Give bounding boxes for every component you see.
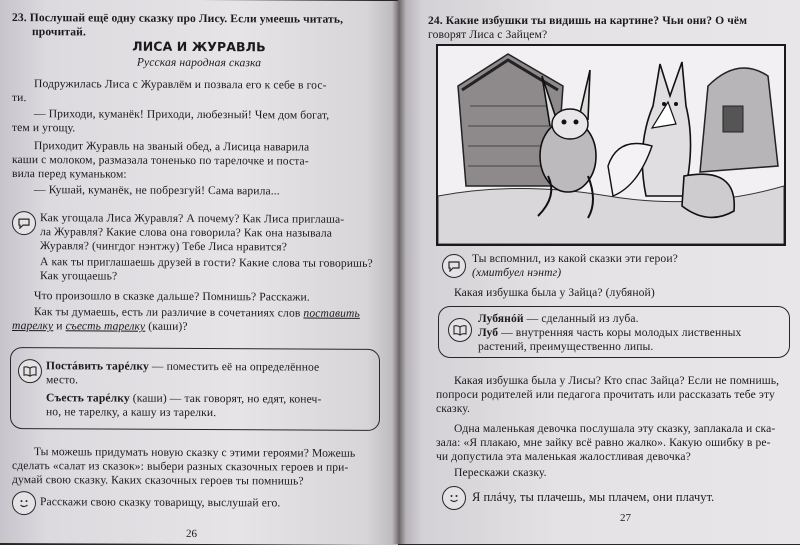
- paragraph: чи допустила эта маленькая жалостливая девочка?: [436, 450, 691, 463]
- paragraph: — Приходи, куманёк! Приходи, любезный! Чем дом богат,: [34, 107, 330, 122]
- paragraph: Какая избушка была у Лисы? Кто спас Зайца? Если не помнишь,: [454, 374, 780, 387]
- paragraph: думай свою сказку. Каких сказочных героев ты помнишь?: [12, 473, 304, 488]
- speech-bubble-icon-shape: [17, 217, 31, 229]
- question: Как угощала Лиса Журавля? А почему? Как Лиса приглаша-: [40, 211, 345, 226]
- story-subtitle: Русская народная сказка: [136, 55, 262, 70]
- book-gutter: [392, 0, 406, 544]
- conjugation-line: Я плáчу, ты плачешь, мы плачем, они плачут.: [472, 490, 715, 504]
- book-icon: [18, 359, 42, 383]
- question: Как угощаешь?: [40, 269, 118, 283]
- paragraph: Подружилась Лиса с Журавлём и позвала его к себе в гос-: [34, 77, 327, 92]
- paragraph: Расскажи свою сказку товарищу, выслушай его.: [40, 495, 281, 510]
- paragraph: сделать «салат из сказок»: выбери разных сказочных героев и при-: [12, 459, 349, 474]
- question: (хмитбуел нэнтг): [472, 266, 562, 279]
- question: Ты вспомнил, из какой сказки эти герои?: [472, 252, 678, 265]
- paragraph: сказку.: [436, 402, 471, 415]
- page-number: 27: [620, 512, 631, 524]
- paragraph: Приходит Журавль на званый обед, а Лисица наварила: [34, 139, 310, 154]
- question: Как ты думаешь, есть ли различие в сочетаниях слов поставить: [34, 305, 360, 320]
- left-page: [0, 0, 398, 545]
- paragraph: тем и угощу.: [12, 121, 76, 135]
- definition: Постáвить тарéлку — поместить её на определённое: [46, 359, 320, 374]
- definition: Луб — внутренняя часть коры молодых лиственных: [478, 326, 742, 339]
- book-icon-shape: [23, 365, 37, 377]
- paragraph: Перескажи сказку.: [454, 466, 547, 479]
- exercise-23-heading-cont: прочитай.: [32, 25, 86, 39]
- paragraph: Одна маленькая девочка послушала эту сказку, заплакала и ска-: [454, 422, 776, 435]
- question: тарелку и съесть тарелку (каши)?: [12, 319, 188, 333]
- speech-bubble-icon: [12, 211, 36, 235]
- definition: растений, преимущественно липы.: [478, 340, 654, 353]
- exercise-23-heading: 23. Послушай ещё одну сказку про Лису. Если умеешь читать,: [12, 11, 344, 26]
- paragraph: — Кушай, куманёк, не побрезгуй! Сама варила...: [34, 183, 280, 198]
- story-title: ЛИСА И ЖУРАВЛЬ: [132, 38, 266, 55]
- illustration-fox-and-hare: [436, 44, 786, 246]
- definition: Съесть тарéлку (каши) — так говорят, но едят, конеч-: [46, 391, 322, 406]
- question: ла Журавля? Какие слова она говорила? Как она называла: [40, 225, 332, 240]
- paragraph: каши с молоком, размазала тоненько по тарелочке и поста-: [12, 153, 309, 168]
- exercise-24-heading: 24. Какие избушки ты видишь на картине? Чьи они? О чём: [428, 14, 748, 27]
- paragraph: попроси родителей или педагога прочитать или рассказать тебе эту: [436, 388, 775, 401]
- paragraph: вила перед куманьком:: [12, 167, 127, 181]
- definition: но, не тарелку, а кашу из тарелки.: [46, 405, 217, 420]
- face-icon: [12, 491, 36, 515]
- page-number: 26: [186, 527, 197, 540]
- paragraph: ти.: [12, 91, 27, 105]
- definition: место.: [46, 373, 79, 387]
- question: Какая избушка была у Зайца? (лубяной): [454, 286, 655, 299]
- question: А как ты приглашаешь друзей в гости? Какие слова ты говоришь?: [40, 255, 373, 270]
- paragraph: Ты можешь придумать новую сказку с этими героями? Можешь: [34, 445, 356, 460]
- question: Журавля? (чингдог нэнтжу) Тебе Лиса нравится?: [40, 239, 287, 254]
- question: Что произошло в сказке дальше? Помнишь? Расскажи.: [34, 289, 310, 304]
- illustration-drawing: [438, 46, 784, 244]
- exercise-24-heading-cont: говорят Лиса с Зайцем?: [428, 28, 548, 41]
- paragraph: зала: «Я плакаю, мне зайку всё равно жалко». Какую ошибку в ре-: [436, 436, 771, 449]
- definition: Лубянóй — сделанный из луба.: [478, 312, 639, 325]
- face-icon-shape: [17, 496, 31, 510]
